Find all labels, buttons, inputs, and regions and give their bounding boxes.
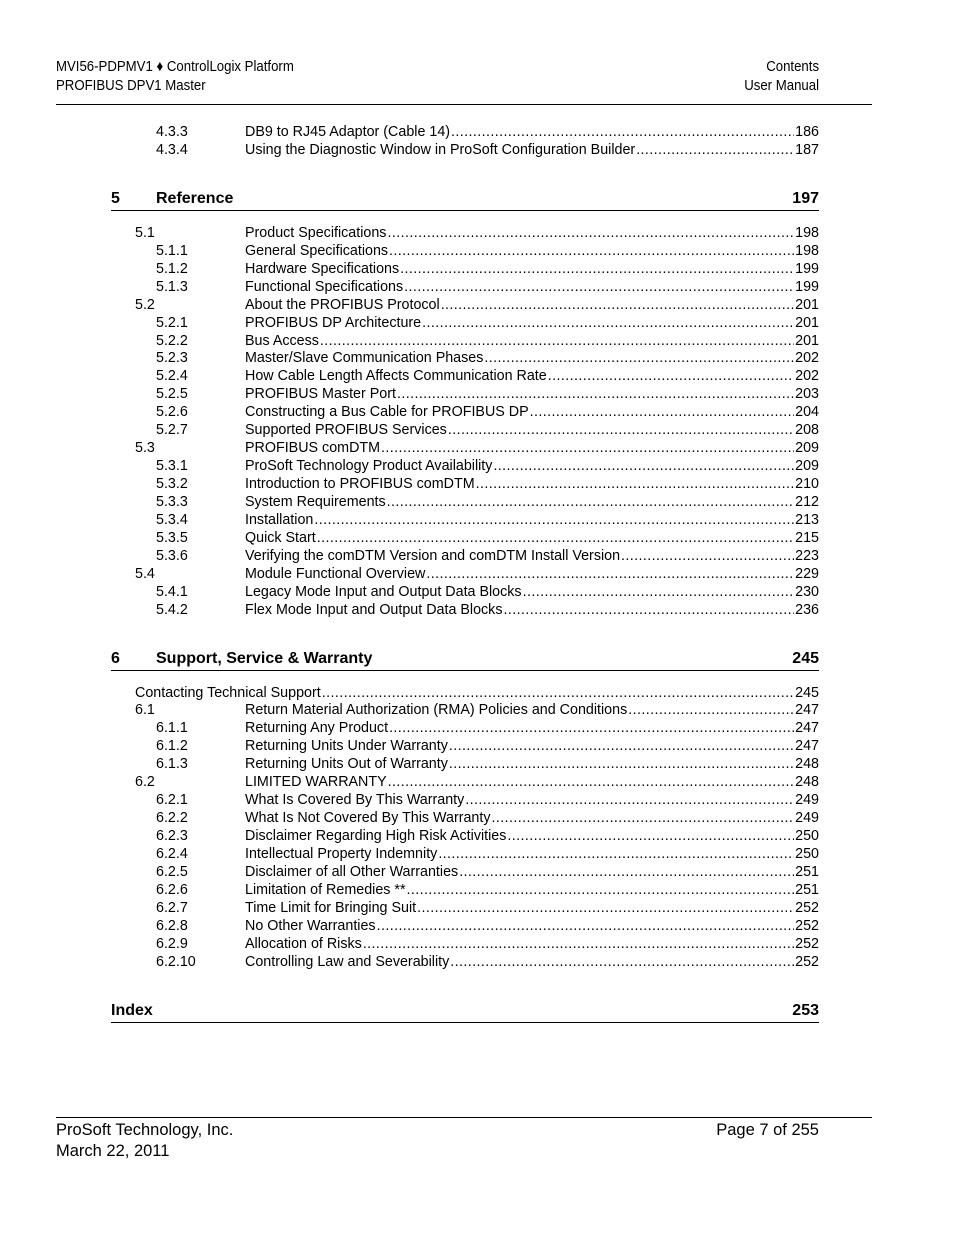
- toc-entry[interactable]: [0, 422, 954, 440]
- index-page: 253: [792, 1001, 819, 1019]
- toc-entry-page: 252: [795, 917, 819, 934]
- toc-index[interactable]: [111, 1000, 819, 1023]
- dot-leader: [465, 792, 794, 810]
- toc-entry-page: 186: [795, 124, 819, 140]
- index-title: Index: [111, 1001, 153, 1019]
- toc-entry-page: 248: [795, 756, 819, 773]
- dot-leader: [389, 243, 794, 261]
- toc-entry-title: General Specifications: [245, 242, 389, 259]
- toc-entry-title: Product Specifications: [245, 224, 387, 241]
- toc-entry-number: 6.1.1: [156, 720, 188, 737]
- toc-entry-page: 203: [795, 386, 819, 403]
- toc-chapter-6-entries: [0, 702, 954, 971]
- toc-entry[interactable]: [0, 297, 954, 315]
- toc-entry[interactable]: [0, 548, 954, 566]
- toc-entry[interactable]: [0, 225, 954, 243]
- toc-entry[interactable]: [0, 512, 954, 530]
- toc-entry[interactable]: [0, 810, 954, 828]
- toc-entry-number: 6.2.3: [156, 828, 188, 844]
- toc-entry-number: 6.2.1: [156, 792, 188, 809]
- toc-entry-title: LIMITED WARRANTY: [245, 774, 387, 791]
- toc-entry-title: Disclaimer of all Other Warranties: [245, 863, 459, 880]
- toc-entry-page: 223: [795, 547, 819, 564]
- toc-entry-title: PROFIBUS DP Architecture: [245, 314, 422, 331]
- dot-leader: [426, 566, 794, 584]
- toc-entry[interactable]: [0, 440, 954, 458]
- toc-entry-number: 6.2.8: [156, 917, 188, 934]
- dot-leader: [451, 124, 794, 142]
- toc-entry-number: 5.3.4: [156, 511, 188, 528]
- toc-entry-page: 210: [795, 476, 819, 492]
- toc-entry[interactable]: [0, 261, 954, 279]
- toc-entry[interactable]: [0, 584, 954, 602]
- toc-entry-title: Introduction to PROFIBUS comDTM: [245, 476, 475, 492]
- toc-entry-page: 199: [795, 278, 819, 295]
- toc-entry-title: Verifying the comDTM Version and comDTM Install Version: [245, 547, 621, 564]
- page-footer-right: [716, 1120, 819, 1141]
- toc-chapter-6[interactable]: [111, 648, 819, 671]
- toc-entry[interactable]: [0, 315, 954, 333]
- toc-entry-title: Master/Slave Communication Phases: [245, 350, 484, 367]
- toc-entry-number: 6.2.5: [156, 863, 188, 880]
- toc-entry-page: 249: [795, 792, 819, 809]
- toc-entry-title: Module Functional Overview: [245, 565, 426, 582]
- toc-entry-page: 247: [795, 702, 819, 719]
- toc-entry-number: 5.3: [135, 440, 155, 457]
- toc-entry-page: 236: [795, 601, 819, 618]
- toc-entry-title: No Other Warranties: [245, 917, 376, 934]
- dot-leader: [322, 685, 794, 703]
- toc-entry-number: 5.2.3: [156, 350, 188, 367]
- toc-entry-title: What Is Covered By This Warranty: [245, 792, 465, 809]
- toc-entry-page: 202: [795, 368, 819, 385]
- toc-entry-number: 6.1.3: [156, 756, 188, 773]
- toc-entry[interactable]: [0, 954, 954, 972]
- toc-entry-title: About the PROFIBUS Protocol: [245, 296, 440, 313]
- toc-entry-page: 209: [795, 458, 819, 475]
- toc-entry[interactable]: [0, 142, 954, 160]
- toc-entry[interactable]: [0, 846, 954, 864]
- toc-entry-page: 201: [795, 296, 819, 313]
- toc-entry-number: 5.3.5: [156, 529, 188, 546]
- toc-entry-page: 199: [795, 260, 819, 277]
- dot-leader: [417, 900, 794, 918]
- page-footer-left: [56, 1120, 233, 1162]
- toc-entry[interactable]: [0, 702, 954, 720]
- toc-entry[interactable]: [0, 738, 954, 756]
- toc-entry-title: Returning Units Under Warranty: [245, 738, 448, 755]
- toc-entry-number: 4.3.3: [156, 124, 188, 140]
- toc-entry-page: 250: [795, 828, 819, 844]
- toc-entry-number: 5.4.2: [156, 601, 188, 618]
- chapter-number: 6: [111, 649, 120, 667]
- toc-entry[interactable]: [0, 936, 954, 954]
- dot-leader: [503, 602, 794, 620]
- toc-entry-page: 198: [795, 242, 819, 259]
- toc-entry-number: 5.2.4: [156, 368, 188, 385]
- toc-entry-title: DB9 to RJ45 Adaptor (Cable 14): [245, 124, 451, 140]
- toc-entry-number: 5.4.1: [156, 583, 188, 600]
- dot-leader: [422, 315, 794, 333]
- toc-entry-number: 5.1: [135, 224, 155, 241]
- dot-leader: [407, 882, 795, 900]
- dot-leader: [636, 142, 794, 160]
- toc-entry-page: 230: [795, 583, 819, 600]
- toc-entry-page: 251: [795, 881, 819, 898]
- toc-entry-title: Intellectual Property Indemnity: [245, 845, 438, 862]
- toc-entry-page: 201: [795, 314, 819, 331]
- toc-entry-title: Allocation of Risks: [245, 935, 362, 952]
- header-doc-type: User Manual: [744, 77, 819, 94]
- toc-entry-number: 5.1.3: [156, 278, 188, 295]
- toc-entry-page: 209: [795, 440, 819, 457]
- toc-entry-number: 5.2: [135, 296, 155, 313]
- toc-entry[interactable]: [0, 386, 954, 404]
- toc-entry-page: 251: [795, 863, 819, 880]
- dot-leader: [449, 756, 794, 774]
- page-header-right: [744, 57, 819, 95]
- toc-entry-page: 247: [795, 720, 819, 737]
- toc-entry-title: Flex Mode Input and Output Data Blocks: [245, 601, 503, 618]
- dot-leader: [493, 458, 794, 476]
- toc-entry-title: Bus Access: [245, 332, 319, 349]
- toc-entry-number: 6.2.6: [156, 881, 188, 898]
- dot-leader: [484, 350, 794, 368]
- toc-entry-title: What Is Not Covered By This Warranty: [245, 810, 491, 827]
- dot-leader: [314, 512, 794, 530]
- dot-leader: [628, 702, 794, 720]
- footer-page-number: Page 7 of 255: [716, 1121, 819, 1139]
- toc-entry-title: Legacy Mode Input and Output Data Blocks: [245, 583, 522, 600]
- chapter-page: 197: [792, 189, 819, 207]
- dot-leader: [530, 404, 794, 422]
- toc-entry[interactable]: [0, 476, 954, 494]
- dot-leader: [377, 918, 795, 936]
- toc-entry[interactable]: [0, 350, 954, 368]
- toc-entry-title: Using the Diagnostic Window in ProSoft Configuration Builder: [245, 141, 636, 158]
- toc-entry-page: 201: [795, 332, 819, 349]
- toc-entry-page: 213: [795, 511, 819, 528]
- dot-leader: [363, 936, 794, 954]
- dot-leader: [450, 954, 794, 972]
- toc-entry-title: PROFIBUS comDTM: [245, 440, 381, 457]
- toc-entry-number: 5.3.6: [156, 547, 188, 564]
- dot-leader: [449, 738, 794, 756]
- toc-entry-number: 6.2.7: [156, 899, 188, 916]
- toc-entry-number: 5.2.2: [156, 332, 188, 349]
- toc-entry-page: 229: [795, 565, 819, 582]
- toc-entry[interactable]: [0, 566, 954, 584]
- toc-entry-number: 5.3.2: [156, 476, 188, 492]
- toc-entry-number: 5.2.1: [156, 314, 188, 331]
- dot-leader: [400, 261, 794, 279]
- chapter-number: 5: [111, 189, 120, 207]
- toc-entry-contact-support[interactable]: [0, 685, 954, 703]
- toc-entry-page: 247: [795, 738, 819, 755]
- toc-entry[interactable]: [0, 918, 954, 936]
- page-header-left: [56, 57, 294, 95]
- toc-entry-title: Returning Any Product: [245, 720, 389, 737]
- toc-entry-number: 4.3.4: [156, 141, 188, 158]
- dot-leader: [317, 530, 794, 548]
- dot-leader: [548, 368, 794, 386]
- toc-continued-entries: [0, 124, 954, 160]
- dot-leader: [388, 774, 794, 792]
- toc-entry-number: 5.2.5: [156, 386, 188, 403]
- toc-entry-title: Return Material Authorization (RMA) Policies and Conditions: [245, 702, 628, 719]
- toc-entry-title: Quick Start: [245, 529, 316, 546]
- toc-entry-page: 250: [795, 845, 819, 862]
- toc-entry-page: 249: [795, 810, 819, 827]
- header-section: Contents: [766, 58, 819, 75]
- dot-leader: [381, 440, 794, 458]
- toc-entry-title: ProSoft Technology Product Availability: [245, 458, 493, 475]
- toc-entry-number: 6.1.2: [156, 738, 188, 755]
- toc-entry-title: Supported PROFIBUS Services: [245, 422, 447, 439]
- toc-entry[interactable]: [0, 279, 954, 297]
- toc-entry-title: Time Limit for Bringing Suit: [245, 899, 417, 916]
- toc-entry-page: 252: [795, 953, 819, 970]
- toc-entry[interactable]: [0, 243, 954, 261]
- toc-entry-title: Hardware Specifications: [245, 260, 400, 277]
- header-subtitle: PROFIBUS DPV1 Master: [56, 77, 206, 94]
- footer-rule: [56, 1117, 872, 1118]
- toc-entry-number: 6.2.4: [156, 845, 188, 862]
- header-rule: [56, 104, 872, 105]
- toc-entry-number: 5.2.7: [156, 422, 188, 439]
- toc-entry-title: How Cable Length Affects Communication Rate: [245, 368, 547, 385]
- chapter-title: Support, Service & Warranty: [156, 649, 373, 667]
- toc-entry[interactable]: [0, 900, 954, 918]
- dot-leader: [389, 720, 794, 738]
- toc-entry-title: Functional Specifications: [245, 278, 404, 295]
- toc-entry-number: 5.2.6: [156, 404, 188, 421]
- toc-entry-number: 6.1: [135, 702, 155, 719]
- toc-entry[interactable]: [0, 602, 954, 620]
- toc-entry[interactable]: [0, 828, 954, 846]
- toc-entry[interactable]: [0, 333, 954, 351]
- toc-entry-page: 252: [795, 899, 819, 916]
- dot-leader: [320, 333, 794, 351]
- toc-entry-number: 5.3.1: [156, 458, 188, 475]
- toc-entry[interactable]: [0, 774, 954, 792]
- toc-entry-number: 5.4: [135, 565, 155, 582]
- toc-entry-title: PROFIBUS Master Port: [245, 386, 396, 403]
- toc-entry-number: 6.2.10: [156, 953, 196, 970]
- dot-leader: [492, 810, 795, 828]
- toc-entry-page: 248: [795, 774, 819, 791]
- toc-entry-page: 198: [795, 224, 819, 241]
- chapter-title: Reference: [156, 189, 234, 207]
- dot-leader: [459, 864, 794, 882]
- dot-leader: [507, 828, 794, 846]
- toc-entry-title: Constructing a Bus Cable for PROFIBUS DP: [245, 404, 529, 421]
- dot-leader: [397, 386, 794, 404]
- toc-entry-number: 5.3.3: [156, 493, 188, 510]
- toc-entry-page: 208: [795, 422, 819, 439]
- table-of-contents: [0, 124, 954, 1023]
- toc-entry-number: 5.1.1: [156, 242, 188, 259]
- toc-entry-page: 204: [795, 404, 819, 421]
- dot-leader: [438, 846, 794, 864]
- toc-entry[interactable]: [0, 864, 954, 882]
- toc-entry-number: 6.2.9: [156, 935, 188, 952]
- toc-chapter-5[interactable]: [111, 188, 819, 211]
- toc-entry-number: 5.1.2: [156, 260, 188, 277]
- toc-entry[interactable]: [0, 530, 954, 548]
- toc-entry-page: 245: [795, 684, 819, 701]
- toc-entry-title: Limitation of Remedies **: [245, 881, 406, 898]
- dot-leader: [476, 476, 795, 494]
- chapter-page: 245: [792, 649, 819, 667]
- toc-entry[interactable]: [0, 792, 954, 810]
- dot-leader: [523, 584, 795, 602]
- toc-entry[interactable]: [0, 458, 954, 476]
- toc-entry[interactable]: [0, 404, 954, 422]
- dot-leader: [441, 297, 794, 315]
- dot-leader: [404, 279, 794, 297]
- toc-entry[interactable]: [0, 368, 954, 386]
- toc-entry[interactable]: [0, 756, 954, 774]
- header-product: MVI56-PDPMV1 ♦ ControlLogix Platform: [56, 58, 294, 75]
- toc-entry-page: 215: [795, 529, 819, 546]
- dot-leader: [448, 422, 794, 440]
- toc-entry-title: System Requirements: [245, 493, 386, 510]
- toc-entry-number: 6.2.2: [156, 810, 188, 827]
- toc-entry[interactable]: [0, 882, 954, 900]
- dot-leader: [387, 225, 794, 243]
- toc-entry[interactable]: [0, 124, 954, 142]
- toc-entry-page: 187: [795, 141, 819, 158]
- toc-entry-page: 212: [795, 493, 819, 510]
- footer-company: ProSoft Technology, Inc.: [56, 1121, 234, 1139]
- footer-date: March 22, 2011: [56, 1142, 170, 1160]
- toc-entry-title: Disclaimer Regarding High Risk Activities: [245, 828, 507, 844]
- toc-entry-title: Installation: [245, 511, 314, 528]
- toc-entry-title: Contacting Technical Support: [135, 684, 321, 701]
- dot-leader: [621, 548, 794, 566]
- toc-entry-title: Returning Units Out of Warranty: [245, 756, 448, 773]
- toc-entry-title: Controlling Law and Severability: [245, 953, 450, 970]
- toc-entry-page: 252: [795, 935, 819, 952]
- toc-entry-number: 6.2: [135, 774, 155, 791]
- toc-chapter-5-entries: [0, 225, 954, 620]
- toc-entry[interactable]: [0, 720, 954, 738]
- dot-leader: [387, 494, 795, 512]
- toc-entry[interactable]: [0, 494, 954, 512]
- toc-entry-page: 202: [795, 350, 819, 367]
